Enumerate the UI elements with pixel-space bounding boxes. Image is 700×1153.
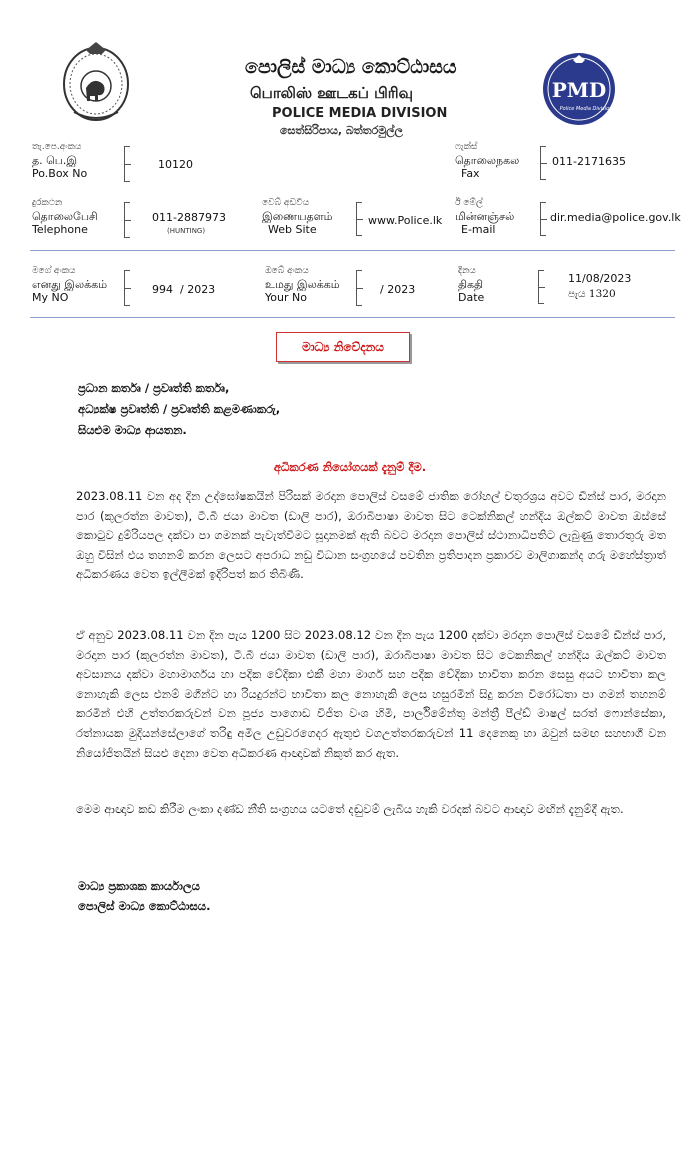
website-label-ta: இணையதளம் <box>262 210 333 223</box>
signature-office: මාධ්‍ය ප්‍රකාශක කාර්යාලය <box>78 879 200 893</box>
body-paragraph-2: ඒ අනුව 2023.08.11 වන දින පැය 1200 සිට 2023.08.12 වන දින පැය 1200 දක්වා මරදාන පොලිස් වසමේ ඩීන්ස් පාර, මරදාන පාර (කුලරත්න මාවත), ටී.බී ජයා මාවත (ඩාලි පාර), ඔරාබිපාෂා මාවත සිට ටෙකනිකල් හන්දිය ඔල්කට් මාවත අවසානය දක්වා මහාමාර්ගය හා පදික වේදිකා එකී මහා මාර්ග සහ පදික වේදිකා භාවිතා කරන සෙසු අයට භාවිතා කල නොහැකි ලෙස එනම් මගීන්ට හා රියදුරන්ට භාවිතා කල නොහැකි ලෙස හසුරමින් සිදු කරන විරෝධතා පා ගමන් තහනම් කරමින් එහි උත්තරකරුවන් වන පූජ්‍ය පාගොඩ විජිත වංශ හිමි, පාර්ලිමේන්තු මන්ත්‍රී පීල්ඩ් මාෂල් සරත් ෆොන්සේකා, රත්නායක මුදියන්සේලාගේ තරිඳු අමිල උඩුවරගෙදර ඇතුළු වගඋත්තරකරුවන් 11 දෙනෙකු හා ඔවුන් සමඟ සහභාගී වන නියෝජිතයින් සියළු දෙනා වෙත අධිකරණ ආඥාවක් නිකුත් කර ඇත. <box>76 628 666 760</box>
title-english: POLICE MEDIA DIVISION <box>272 106 448 121</box>
website-value[interactable]: www.Police.lk <box>368 214 443 227</box>
pobox-label-si: තැ.පෙ.අංකය <box>32 142 82 152</box>
your-no-labels <box>265 265 340 304</box>
recipient-line: ප්‍රධාන කර්තෘ / ප්‍රවෘත්ති කර්තෘ, <box>78 381 230 395</box>
notice-title: මාධ්‍ය නිවේදනය <box>302 339 384 354</box>
divider-top <box>30 250 675 251</box>
telephone-label-en: Telephone <box>32 223 88 236</box>
fax-label-si: ෆැක්ස් <box>455 142 478 152</box>
fax-value: 011-2171635 <box>552 155 626 168</box>
your-no-label-en: Your No <box>265 291 307 304</box>
your-no-label-si: ඔබේ අංකය <box>265 266 309 276</box>
notice-title-box <box>276 332 410 362</box>
divider-bottom <box>30 317 675 318</box>
subject: අධිකරණ නියෝගයක් දැනුම් දීම. <box>273 460 427 474</box>
signature-division: පොලිස් මාධ්‍ය කොට්ඨාසය. <box>78 899 211 913</box>
pobox-labels <box>32 141 87 180</box>
my-no-value: 994 / 2023 <box>152 283 216 296</box>
telephone-note: (HUNTING) <box>167 227 206 235</box>
date-label-ta: திகதி <box>458 278 484 291</box>
website-labels <box>262 197 332 236</box>
my-no-label-si: මගේ අංකය <box>32 266 76 276</box>
body-paragraph-1: 2023.08.11 වන අද දින උද්ඝෝෂකයින් පිරිසක් මරදාන පොලිස් වසමේ ජාතික රෝහල් චතුරශ්‍රය අවට ඩීන්ස් පාර, මරදාන පාර (කුලරත්න මාවත), ටී.බී ජයා මාවත (ඩාලි පාර), ඔරාබිපාෂා මාවත සිට ටෙක්නිකල් හන්දිය ඔල්කට් මාවත ඔස්සේ කොටුව දුම්රියපල දක්වා පා ගමනක් පැවැත්වීමට සූදානමක් ඇති බවට මරදාන පොලිස් ස්ථානාධිපතිට ලැබුණු තොරතුරු මත ඔහු විසින් එය තහනම් කරන ලෙසට අපරාධ නඩු විධාන සංග්‍රහයේ පවතින ප්‍රතිපාදන ප්‍රකාරව මාලිගාකන්ද ගරු මහේස්ත්‍රාත් අධිකරණය වෙත ඉල්ලීමක් ඉදිරිපත් කර තිබිණි. <box>76 489 666 582</box>
email-value[interactable]: dir.media@police.gov.lk <box>550 211 681 224</box>
email-label-ta: மின்னஞ்சல் <box>455 210 515 223</box>
fax-label-en: Fax <box>461 167 480 180</box>
your-no-value: / 2023 <box>380 283 416 296</box>
email-labels <box>455 197 514 236</box>
pobox-value: 10120 <box>158 158 193 171</box>
date-label-si: දිනය <box>458 266 476 276</box>
date-label-en: Date <box>458 291 485 304</box>
my-no-label-en: My NO <box>32 291 69 304</box>
title-sinhala: පොලිස් මාධ්‍ය කොට්ඨාසය <box>245 56 457 78</box>
website-label-en: Web Site <box>268 223 317 236</box>
email-label-en: E-mail <box>461 223 496 236</box>
date-value: 11/08/2023 <box>568 272 632 285</box>
website-label-si: වෙබ් අඩවිය <box>262 198 310 208</box>
body-paragraph-3: මෙම ආඥාව කඩ කිරීම ලංකා දණ්ඩ නීති සංග්‍රහය යටතේ දඬුවම් ලැබිය හැකි වරදක් බවට ආඥාව මඟින් දැනුම්දී ඇත. <box>76 802 624 816</box>
telephone-label-si: දුරකථන <box>32 198 63 208</box>
email-label-si: ඊ මේල් <box>455 198 483 208</box>
title-tamil: பொலிஸ் ஊடகப் பிரிவு <box>250 84 413 102</box>
my-no-label-ta: எனது இலக்கம் <box>32 278 108 291</box>
svg-text:Police Media Division: Police Media Division <box>559 106 613 112</box>
pmd-logo <box>542 52 616 126</box>
recipient-line: අධ්‍යක්ෂ ප්‍රවෘත්ති / ප්‍රවෘත්ති කළමණාකරු, <box>78 402 281 416</box>
fax-label-ta: தொலைநகல <box>455 154 520 167</box>
telephone-value: 011-2887973 <box>152 211 226 224</box>
telephone-label-ta: தொலைபேசி <box>32 210 98 223</box>
svg-text:PMD: PMD <box>551 78 607 102</box>
pobox-label-ta: த. பெ.இ <box>32 154 78 167</box>
signature-block <box>78 876 210 916</box>
recipient-line: සියළුම මාධ්‍ය ආයතන. <box>78 423 187 437</box>
police-crest <box>60 40 132 124</box>
date-time: පැය 1320 <box>568 288 616 300</box>
telephone-labels <box>32 197 98 236</box>
my-no-labels <box>32 265 107 304</box>
pobox-label-en: Po.Box No <box>32 167 88 180</box>
fax-labels <box>455 141 519 180</box>
your-no-label-ta: உமது இலக்கம் <box>265 278 340 291</box>
date-labels <box>458 265 484 304</box>
address: සෙත්සිරිපාය, බත්තරමුල්ල <box>280 124 403 137</box>
recipients <box>78 378 280 441</box>
